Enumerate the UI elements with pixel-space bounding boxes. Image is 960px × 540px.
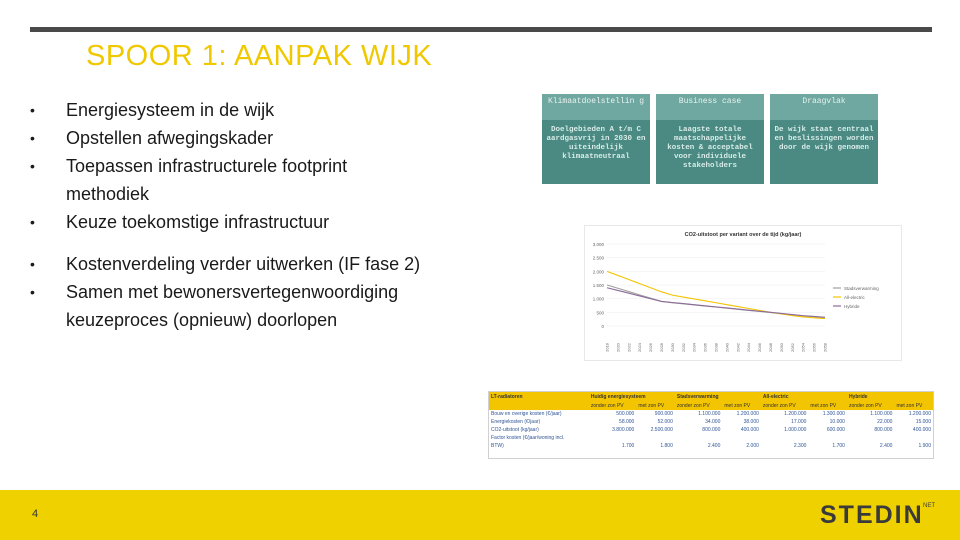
bullet-item — [30, 278, 490, 306]
table-header-cell: Stadsverwarming — [675, 392, 761, 402]
table-cell: 800.000 — [874, 427, 893, 433]
series-line — [607, 285, 825, 318]
table-cell: 400.000 — [740, 427, 759, 433]
table-subheader-cell: zonder zon PV — [847, 402, 895, 410]
x-tick-label: 2026 — [648, 343, 654, 352]
table-row — [489, 418, 933, 426]
table-cell: 1.300.000 — [822, 411, 845, 417]
table-cell: 1.700 — [832, 443, 845, 449]
table-cell: 1.700 — [621, 443, 635, 449]
table-subheader-cell: zonder zon PV — [761, 402, 809, 410]
table-subheader-row — [489, 402, 933, 410]
table-cell: 17.000 — [791, 419, 807, 425]
tile-head: Draagvlak — [770, 94, 878, 120]
bullet-text: Energiesysteem in de wijk — [66, 100, 275, 120]
bullet-item — [30, 96, 490, 124]
footer-bar — [0, 490, 960, 540]
slide-title: SPOOR 1: AANPAK WIJK — [86, 40, 433, 72]
x-tick-label: 2044 — [746, 343, 752, 352]
table-cell: 15.000 — [915, 419, 931, 425]
table-row — [489, 410, 933, 418]
bullet-text: Samen met bewonersvertegenwoordiging — [66, 282, 399, 302]
bullet-item — [30, 180, 490, 208]
table-cell — [589, 434, 637, 442]
bullet-list — [30, 96, 490, 334]
table-cell: CO2-uitstoot (kg/jaar) — [491, 427, 539, 433]
bullet-dot: • — [30, 130, 35, 146]
x-tick-label: 2048 — [768, 343, 773, 352]
co2-chart — [584, 225, 902, 361]
bullet-text: Kostenverdeling verder uitwerken (IF fase 2) — [66, 254, 421, 274]
bullet-dot: • — [30, 102, 35, 118]
table-cell: 10.000 — [829, 419, 845, 425]
table-cell: 1.200.000 — [908, 411, 931, 417]
x-tick-label: 2036 — [702, 343, 708, 352]
x-tick-label: 2018 — [604, 343, 610, 352]
y-tick-label: 3.000 — [592, 242, 604, 247]
bullet-text: Opstellen afwegingskader — [66, 128, 274, 148]
table-cell: 2.400 — [879, 443, 893, 449]
bullet-item — [30, 152, 490, 180]
table-cell: 600.000 — [826, 427, 845, 433]
bullet-dot: • — [30, 158, 35, 174]
table-cell: 34.000 — [705, 419, 721, 425]
bullet-item — [30, 208, 490, 236]
x-tick-label: 2038 — [713, 343, 719, 352]
table-header-row — [489, 392, 933, 402]
table-cell: 500.000 — [616, 411, 635, 417]
tile-body: Doelgebieden A t/m C aardgasvrij in 2030 en uiteindelijk klimaatneutraal — [546, 126, 646, 161]
x-tick-label: 2020 — [615, 343, 621, 352]
x-tick-label: 2022 — [626, 343, 632, 352]
table-cell: 58.000 — [619, 419, 635, 425]
chart-title: CO2-uitstoot per variant over de tijd (kg/jaar) — [684, 232, 802, 238]
table-cell: Energiekosten (€/jaar) — [491, 419, 541, 425]
bullet-text: Keuze toekomstige infrastructuur — [66, 212, 330, 232]
co2-chart-svg — [585, 226, 901, 360]
x-tick-label: 2052 — [789, 343, 795, 352]
table-subheader-cell: met zon PV — [722, 402, 761, 410]
table-cell: 1.200.000 — [736, 411, 759, 417]
bullet-dot: • — [30, 214, 35, 230]
table-cell — [722, 434, 761, 442]
table-header-cell: Hybride — [847, 392, 933, 402]
legend-label: Hybride — [844, 303, 860, 309]
table-header-cell: Huidig energiesysteem — [589, 392, 675, 402]
tile-body: Laagste totale maatschappelijke kosten & acceptabel voor individuele stakeholders — [667, 126, 753, 170]
logo-superscript: NET — [923, 503, 935, 509]
table-cell: 3.800.000 — [612, 427, 635, 433]
bullet-item — [30, 306, 490, 334]
x-tick-label: 2028 — [659, 343, 664, 352]
table-cell — [808, 434, 847, 442]
table-cell: 1.900 — [918, 443, 931, 449]
table-cell — [894, 434, 933, 442]
table-subheader-cell: zonder zon PV — [589, 402, 637, 410]
table-cell: 2.500.000 — [650, 427, 673, 433]
table-cell: 52.000 — [657, 419, 673, 425]
table-cell: 2.300 — [793, 443, 807, 449]
table-cell: 1.100.000 — [698, 411, 721, 417]
bullet-dot: • — [30, 256, 35, 272]
tile-support — [770, 94, 878, 184]
y-tick-label: 2.000 — [592, 269, 604, 275]
table-row — [489, 434, 933, 442]
x-tick-label: 2024 — [637, 343, 643, 352]
y-tick-label: 2.500 — [592, 255, 604, 261]
table-subheader-cell — [489, 402, 589, 410]
table-cell: 1.000.000 — [784, 427, 807, 433]
x-tick-label: 2058 — [822, 343, 828, 352]
x-tick-label: 2030 — [669, 343, 675, 352]
tile-climate-goal — [542, 94, 650, 184]
criteria-tiles — [542, 94, 878, 184]
bullet-dot: • — [30, 284, 35, 300]
y-tick-label: 500 — [596, 310, 604, 316]
table-header-cell: LT-radiatoren — [489, 392, 589, 402]
table-cell: 2.000 — [746, 443, 759, 449]
y-tick-label: 0 — [601, 324, 604, 329]
x-tick-label: 2056 — [811, 343, 817, 352]
table-cell: 800.000 — [702, 427, 721, 433]
page-number: 4 — [32, 508, 39, 520]
table-cell — [636, 434, 675, 442]
table-cell: 1.100.000 — [870, 411, 893, 417]
x-tick-label: 2034 — [691, 343, 697, 352]
table-cell: 1.200.000 — [784, 411, 807, 417]
tile-business-case — [656, 94, 764, 184]
stedin-logo: STEDIN — [820, 501, 924, 529]
legend-label: Stadsverwarming — [844, 285, 879, 291]
table-subheader-cell: met zon PV — [894, 402, 933, 410]
bullet-item — [30, 124, 490, 152]
table-cell: 900.000 — [654, 411, 673, 417]
table-cell — [847, 434, 895, 442]
x-tick-label: 2032 — [680, 343, 686, 352]
table-cell: BTW) — [491, 443, 504, 449]
tile-head: Business case — [656, 94, 764, 120]
bullet-text: Toepassen infrastructurele footprint — [66, 156, 348, 176]
y-tick-label: 1.500 — [592, 283, 604, 288]
x-tick-label: 2040 — [724, 343, 730, 352]
table-cell: Bouw en overige kosten (€/jaar) — [491, 411, 562, 417]
table-cell: Factor kosten (€/jaar/woning incl. — [491, 435, 565, 441]
table-cell — [761, 434, 809, 442]
bullet-text: methodiek — [66, 184, 150, 204]
tile-head: Klimaatdoelstellin g — [542, 94, 650, 120]
table-cell: 22.000 — [877, 419, 893, 425]
table-cell — [675, 434, 723, 442]
bullet-text: keuzeproces (opnieuw) doorlopen — [66, 310, 338, 330]
y-tick-label: 1.000 — [592, 296, 604, 302]
x-tick-label: 2042 — [735, 343, 741, 352]
table-cell: 38.000 — [743, 419, 759, 425]
x-tick-label: 2046 — [757, 343, 763, 352]
table-cell: 1.800 — [660, 443, 673, 449]
table-row — [489, 442, 933, 450]
table-row — [489, 426, 933, 434]
table-header-cell: All-electric — [761, 392, 847, 402]
table-subheader-cell: met zon PV — [636, 402, 675, 410]
tile-body: De wijk staat centraal en beslissingen worden door de wijk genomen — [774, 126, 874, 152]
x-tick-label: 2050 — [778, 343, 784, 352]
table-cell: 2.400 — [707, 443, 721, 449]
top-divider — [30, 27, 932, 32]
table-cell: 400.000 — [912, 427, 931, 433]
legend-label: All-electric — [844, 294, 865, 300]
table-subheader-cell: zonder zon PV — [675, 402, 723, 410]
cost-table — [488, 391, 934, 459]
table-subheader-cell: met zon PV — [808, 402, 847, 410]
bullet-item — [30, 250, 490, 278]
x-tick-label: 2054 — [800, 343, 806, 352]
